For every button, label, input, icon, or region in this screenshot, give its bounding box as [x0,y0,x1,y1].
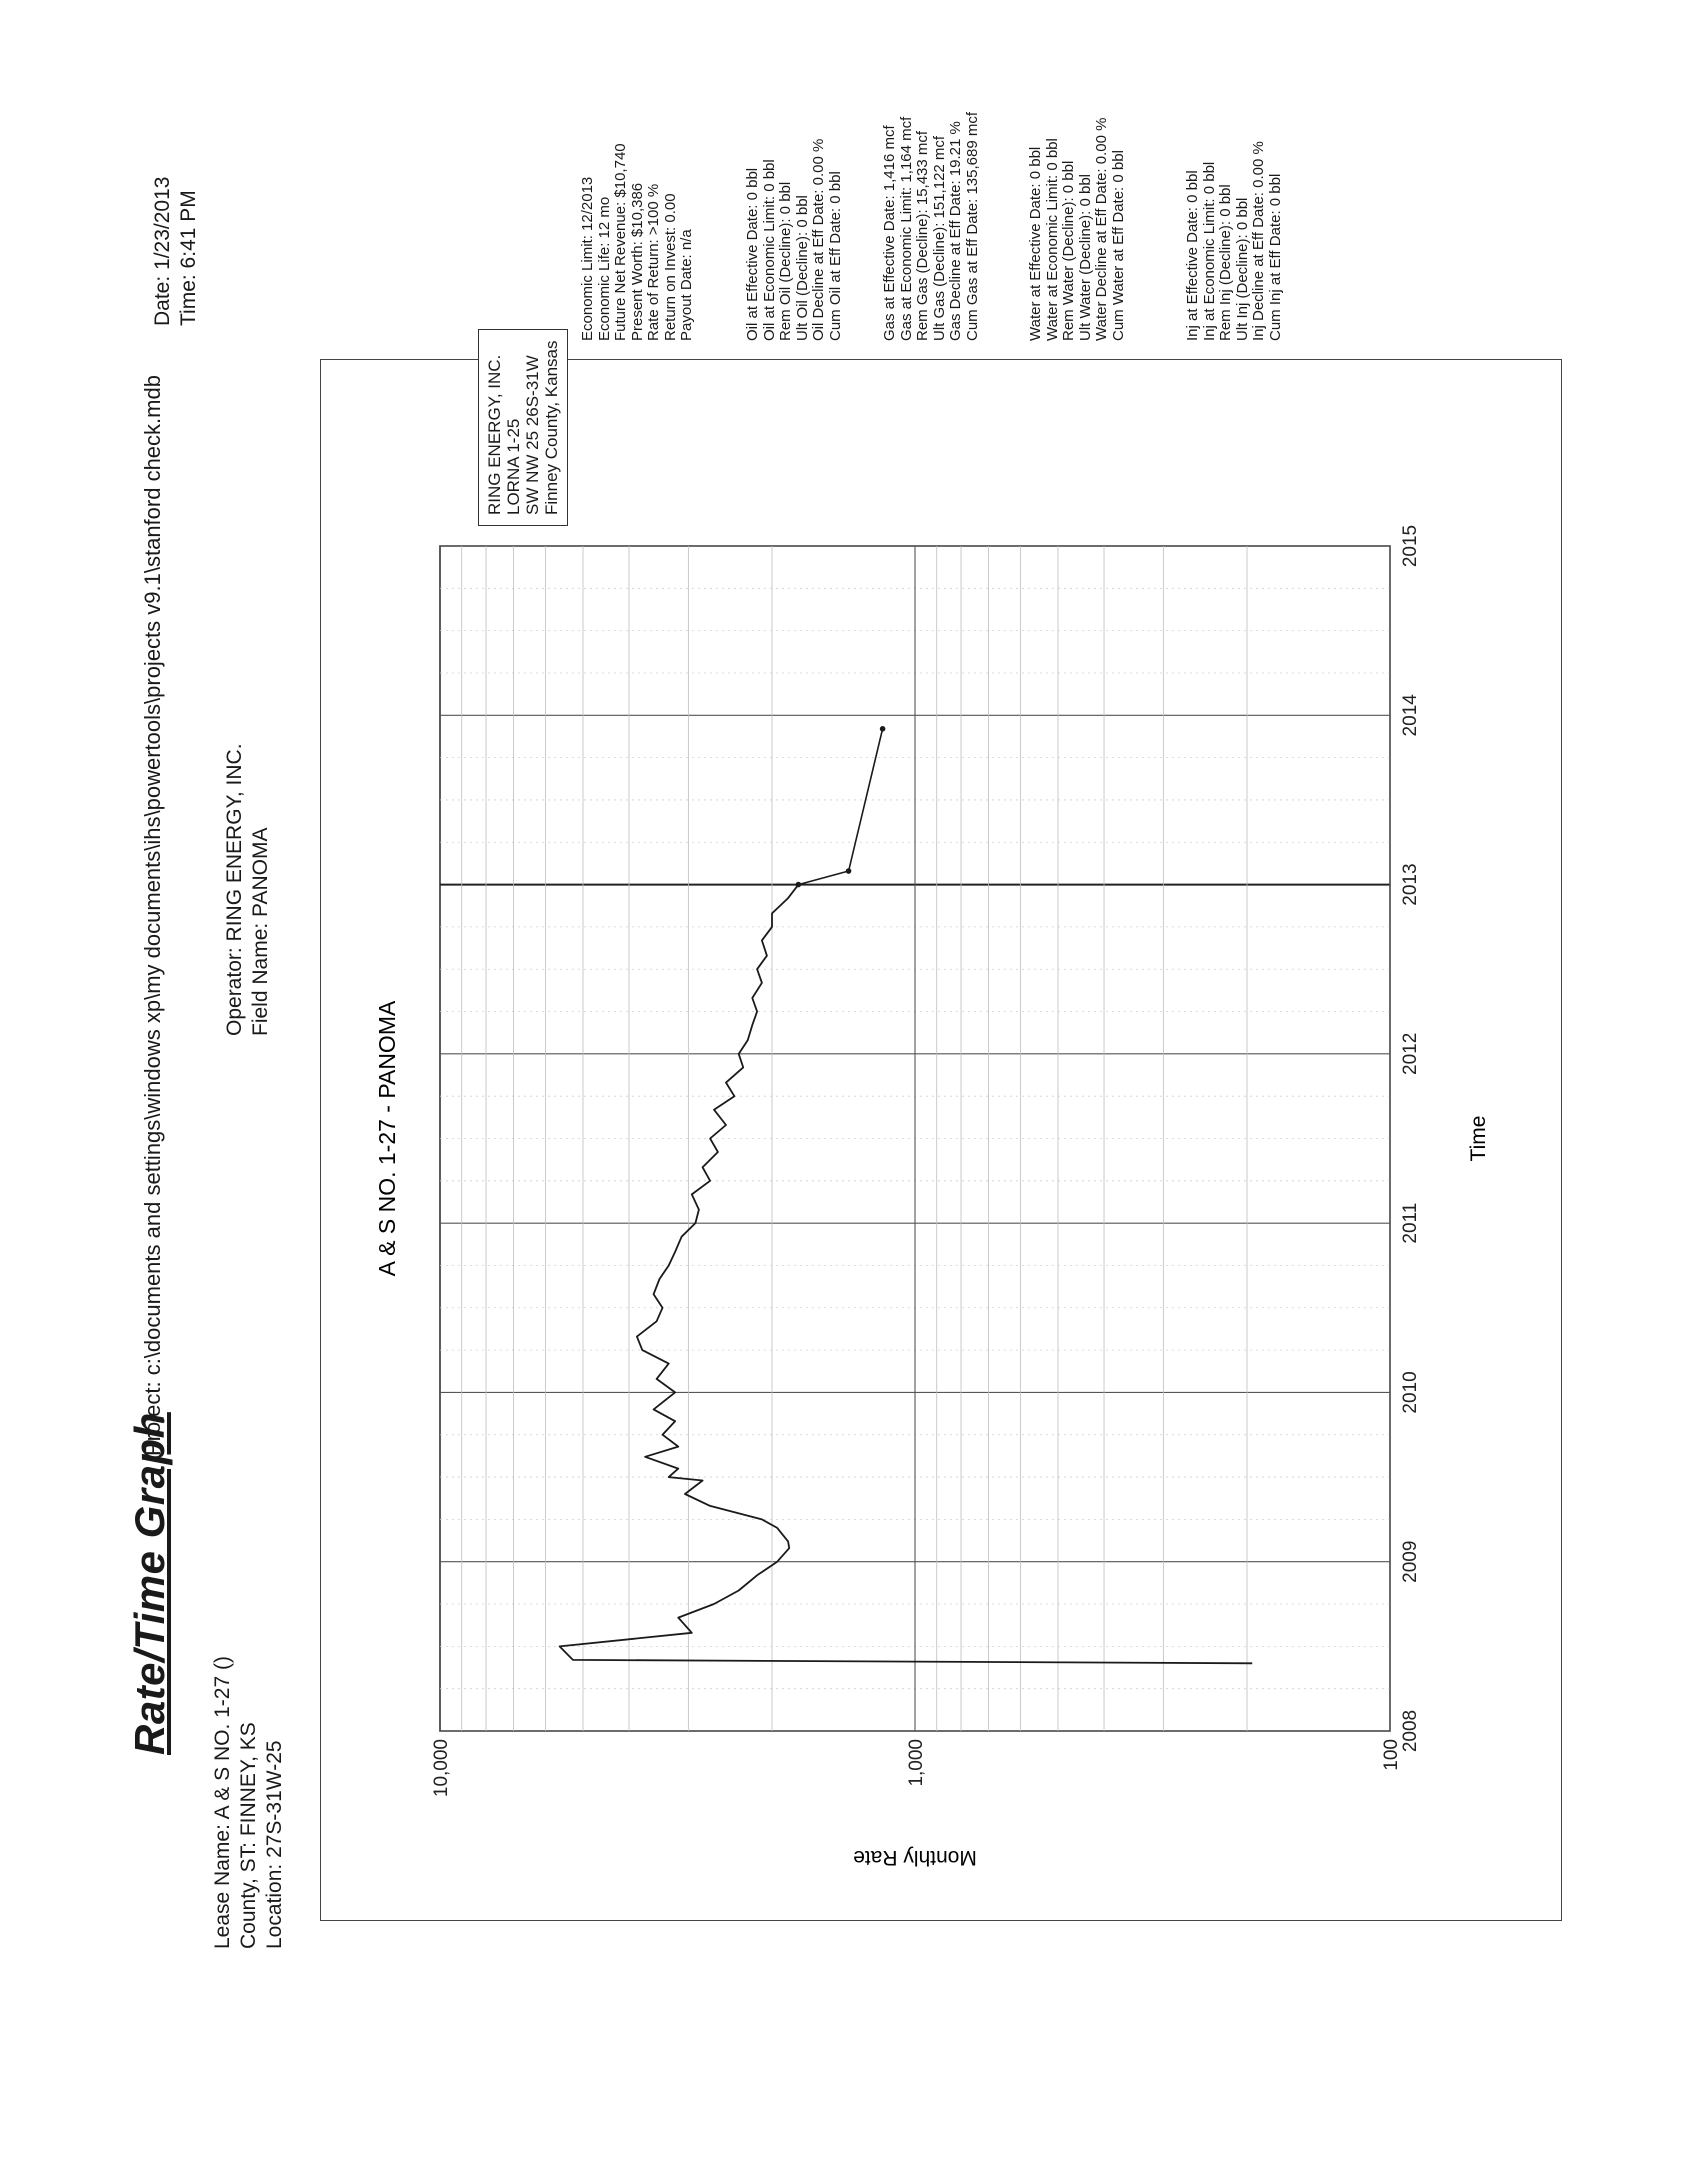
injection-stats [1185,141,1284,341]
stat-line: Cum Gas at Eff Date: 135,689 mcf [963,112,981,341]
project-path: Project: c:\documents and settings\windows xp\my documents\ihs\powertools\projects v9.1\stanford check.mdb [140,375,165,1456]
y-axis-label: Monthly Rate [853,1846,977,1869]
stat-line: Ult Oil (Decline): 0 bbl [793,195,811,341]
annotation-line: SW NW 25 26S-31W [523,355,542,515]
water-stats [1028,118,1127,341]
stat-line: Ult Water (Decline): 0 bbl [1076,174,1094,341]
location: Location: 27S-31W-25 [263,1740,286,1949]
stat-line: Gas at Effective Date: 1,416 mcf [881,125,898,341]
annotation-line: LORNA 1-25 [504,418,523,515]
report-time: Time: 6:41 PM [177,190,200,326]
forecast-point [796,882,802,888]
county-state: County, ST: FINNEY, KS [237,1722,260,1949]
stat-line: Rate of Return: >100 % [645,183,662,341]
stat-line: Rem Water (Decline): 0 bbl [1060,160,1077,341]
stat-line: Water at Effective Date: 0 bbl [1027,146,1044,341]
x-tick-label: 2008 [1400,1709,1421,1753]
stat-line: Inj at Economic Limit: 0 bbl [1200,161,1218,341]
annotation-line: RING ENERGY, INC. [485,354,504,515]
y-tick-label: 1,000 [906,1739,927,1787]
x-tick-label: 2012 [1400,1032,1421,1075]
operator: Operator: RING ENERGY, INC. [223,743,246,1036]
stat-line: Economic Limit: 12/2013 [579,176,596,341]
forecast-point [846,868,852,874]
stat-line: Ult Gas (Decline): 151,122 mcf [930,135,948,341]
x-tick-label: 2015 [1400,524,1421,568]
series [560,726,1253,1663]
x-tick-label: 2009 [1400,1540,1421,1583]
x-tick-label: 2011 [1400,1202,1421,1244]
stat-line: Inj at Effective Date: 0 bbl [1184,170,1201,341]
x-tick-label: 2010 [1400,1371,1421,1414]
stat-line: Water at Economic Limit: 0 bbl [1043,138,1061,341]
lease-name: Lease Name: A & S NO. 1-27 () [211,1656,234,1949]
well-annotation-box [478,330,568,527]
report-date: Date: 1/23/2013 [151,176,174,326]
forecast-point [880,726,886,732]
stat-line: Water Decline at Eff Date: 0.00 % [1093,117,1110,341]
stat-line: Gas Decline at Eff Date: 19.21 % [947,121,964,341]
stat-line: Cum Oil at Eff Date: 0 bbl [826,171,844,341]
page-title: Rate/Time Graph [126,1412,173,1755]
stat-line: Rem Inj (Decline): 0 bbl [1217,184,1234,341]
stat-line: Oil at Economic Limit: 0 bbl [760,159,778,341]
chart-title: A & S NO. 1-27 - PANOMA [374,1000,400,1277]
grid [440,546,1390,1731]
x-tick-label: 2013 [1400,863,1421,906]
stat-line: Ult Inj (Decline): 0 bbl [1233,197,1251,341]
stat-line: Economic Life: 12 mo [595,196,613,341]
stat-line: Cum Water at Eff Date: 0 bbl [1109,150,1127,341]
stat-line: Inj Decline at Eff Date: 0.00 % [1250,141,1267,341]
stat-line: Rem Gas (Decline): 15,433 mcf [914,130,931,341]
stat-line: Payout Date: n/a [678,229,695,341]
stat-line: Present Worth: $10,386 [628,182,646,341]
forecast-series-line [798,729,882,885]
stat-line: Gas at Economic Limit: 1,164 mcf [897,116,915,341]
history-series-line [560,885,1253,1664]
y-tick-label: 100 [1381,1739,1402,1771]
gas-stats [882,112,981,341]
stat-line: Return on Invest: 0.00 [661,193,679,341]
stat-line: Future Net Revenue: $10,740 [612,143,629,341]
economics-stats [580,143,696,341]
annotation-line: Finney County, Kansas [542,340,561,515]
stat-line: Rem Oil (Decline): 0 bbl [777,181,794,341]
y-tick-label: 10,000 [431,1739,452,1798]
x-tick-label: 2014 [1400,694,1421,737]
oil-stats [745,139,844,341]
field-name: Field Name: PANOMA [249,827,272,1036]
x-axis-label: Time [1467,1115,1490,1162]
stat-line: Oil at Effective Date: 0 bbl [744,167,761,341]
stat-line: Oil Decline at Eff Date: 0.00 % [810,138,827,341]
stat-line: Cum Inj at Eff Date: 0 bbl [1266,173,1284,341]
